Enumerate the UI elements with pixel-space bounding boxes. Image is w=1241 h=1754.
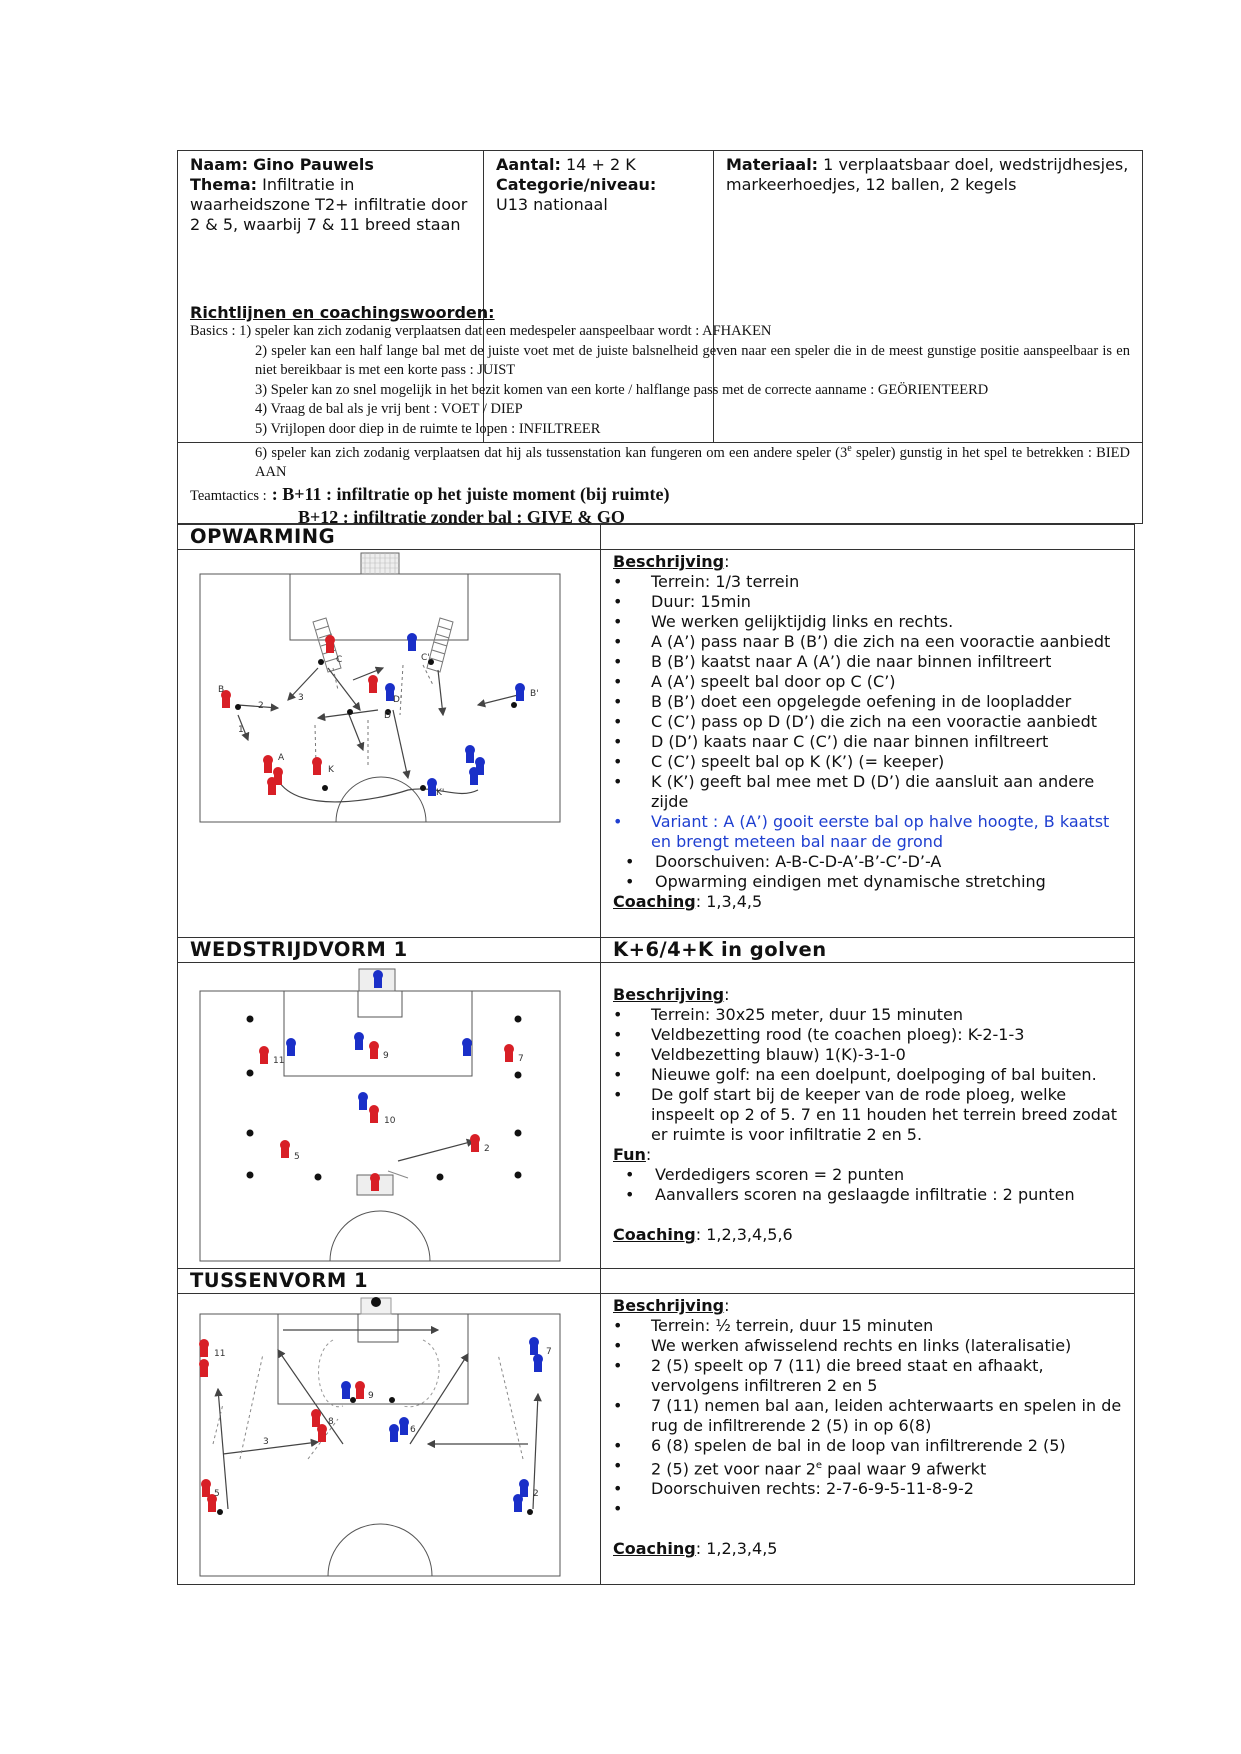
tussenvorm-diagram-cell (178, 1294, 601, 1585)
wedstrijdvorm-description: Beschrijving: • Terrein: 30x25 meter, duur 15 minuten • Veldbezetting rood (te coachen ploeg): K-2-1-3 • Veldbezetting blauw) 1(K)-3-1-0 • Nieuwe golf: na een doelpunt, doelpoging of bal buiten. • De golf start bij de keeper van de rode ploeg, welke inspeelt op 2 of 5. 7 en 11 houden het terrein breed zodat er ruimte is voor infiltratie 2 en 5. Fun: • Verdedigers scoren = 2 punten • Aanvallers scoren na geslaagde infiltratie : 2 punten Coaching: 1,2,3,4,5,6 (601, 963, 1135, 1269)
label-n3: 3 (298, 693, 304, 703)
label-6: 6 (410, 1425, 416, 1435)
list-item: • Duur: 15min (613, 592, 1122, 612)
list-item: • K (K’) geeft bal mee met D (D’) die aansluit aan andere zijde (613, 772, 1122, 812)
field-outline (200, 991, 560, 1261)
red-players (221, 635, 378, 795)
label-2: 2 (533, 1489, 539, 1499)
label-8: 8 (328, 1417, 334, 1427)
coaching-value: : 1,2,3,4,5 (695, 1539, 778, 1559)
naam-value: Gino Pauwels (253, 155, 374, 174)
tussenvorm-description: Beschrijving: • Terrein: ½ terrein, duur 15 minuten • We werken afwisselend rechts en links (lateralisatie) • 2 (5) speelt op 7 (11) die breed staat en afhaakt, vervolgens infiltreren 2 en 5 • 7 (11) nemen bal aan, leiden achterwaarts en spelen in de rug de infiltrerende 2 (5) in op 6(8) • 6 (8) spelen de bal in de loop van infiltrerende 2 (5) • 2 (5) zet voor naar 2e paal waar 9 afwerkt • Doorschuiven rechts: 2-7-6-9-5-11-8-9-2 • Coaching: 1,2,3,4,5 (601, 1294, 1135, 1585)
materiaal-label: Materiaal: (726, 155, 819, 174)
basics-line-4: 4) Vraag de bal als je vrij bent : VOET / DIEP (255, 401, 523, 417)
coaching-value: : 1,2,3,4,5,6 (695, 1225, 793, 1244)
main-table (177, 524, 1135, 1585)
list-item: • Terrein: 30x25 meter, duur 15 minuten (613, 1005, 1122, 1025)
wedstrijdvorm-diagram-cell (178, 963, 601, 1269)
list-item-empty (613, 1499, 1122, 1519)
label-dp: D' (393, 695, 403, 705)
blue-players (341, 1337, 543, 1512)
run-right (403, 1340, 439, 1407)
tussenvorm-title-right (601, 1269, 1135, 1294)
red-players (199, 1339, 365, 1512)
label-a: A (278, 753, 285, 763)
basics-6a: 6) speler kan zich zodanig verplaatsen dat hij als tussenstation kan fungeren om een andere speler (3 (255, 444, 848, 461)
list-item: • We werken afwisselend rechts en links (lateralisatie) (613, 1336, 1122, 1356)
list-item: • Nieuwe golf: na een doelpunt, doelpoging of bal buiten. (613, 1065, 1122, 1085)
label-bp: B' (530, 689, 539, 699)
list-item: • C (C’) pass op D (D’) die zich na een vooractie aanbiedt (613, 712, 1122, 732)
penalty-box (284, 991, 472, 1076)
list-item: • A (A’) speelt bal door op C (C’) (613, 672, 1122, 692)
eindigen-item: • Opwarming eindigen met dynamische stretching (613, 872, 1122, 892)
teamtactics-1: : B+11 : infiltratie op het juiste moment (bij ruimte) (271, 483, 670, 504)
coaching-label: Coaching (613, 892, 696, 911)
categorie-value: U13 nationaal (496, 195, 608, 214)
coaching-value: : 1,3,4,5 (695, 892, 763, 911)
basics-line-6 (190, 439, 1130, 483)
basics-line-2: 2) speler kan een half lange bal met de juiste voet met de juiste balsnelheid geven naar een speler die in de meest gunstige positie aanspeelbaar is en niet bereikbaar is met een korte pass : JUIST (255, 342, 1130, 378)
opwarming-diagram (178, 550, 576, 937)
list-item: • Verdedigers scoren = 2 punten (613, 1165, 1122, 1185)
field-outline (200, 1314, 560, 1576)
list-item: • Veldbezetting blauw) 1(K)-3-1-0 (613, 1045, 1122, 1065)
list-item: • 7 (11) nemen bal aan, leiden achterwaarts en spelen in de rug de infiltrerende 2 (5) in op 6(8) (613, 1396, 1122, 1436)
list-item: • De golf start bij de keeper van de rode ploeg, welke inspeelt op 2 of 5. 7 en 11 houden het terrein breed zodat er ruimte is voor infiltratie 2 en 5. (613, 1085, 1122, 1145)
wedstrijdvorm-subtitle: K+6/4+K in golven (601, 938, 1135, 963)
center-arc (330, 1211, 430, 1261)
item6-sup: e (815, 1460, 823, 1471)
list-item: • We werken gelijktijdig links en rechts. (613, 612, 1122, 632)
opwarming-diagram-cell (178, 550, 601, 938)
run-left (319, 1340, 343, 1407)
coaching-label: Coaching (613, 1225, 696, 1244)
aantal-label: Aantal: (496, 155, 561, 174)
thema-value: Infiltratie in waarheidszone T2+ infiltratie door 2 & 5, waarbij 7 & 11 breed staan (190, 175, 468, 234)
label-kp: K' (436, 788, 445, 798)
richtlijnen-heading: Richtlijnen en coachingswoorden: (190, 303, 495, 322)
label-7: 7 (518, 1054, 524, 1064)
list-item: • B (B’) kaatst naar A (A’) die naar binnen infiltreert (613, 652, 1122, 672)
label-d: D (384, 711, 391, 721)
label-9: 9 (368, 1391, 374, 1401)
thema-label: Thema: (190, 175, 258, 194)
tussenvorm-beschrijving-label: Beschrijving (613, 1296, 725, 1315)
goal-area (358, 1314, 398, 1342)
label-cp: C' (421, 653, 430, 663)
label-b: B (218, 685, 225, 695)
opwarming-title: OPWARMING (178, 525, 601, 550)
label-n2: 2 (258, 701, 264, 711)
opwarming-title-right (601, 525, 1135, 550)
label-3: 3 (263, 1437, 269, 1447)
list-item: • A (A’) pass naar B (B’) die zich na een vooractie aanbiedt (613, 632, 1122, 652)
item6a: 2 (5) zet voor naar 2 (651, 1459, 816, 1479)
list-item: • D (D’) kaats naar C (C’) die naar binnen infiltreert (613, 732, 1122, 752)
list-item: • 2 (5) speelt op 7 (11) die breed staat en afhaakt, vervolgens infiltreren 2 en 5 (613, 1356, 1122, 1396)
list-item: • C (C’) speelt bal op K (K’) (= keeper) (613, 752, 1122, 772)
label-10: 10 (384, 1116, 396, 1126)
wedstrijdvorm-coaching (613, 1225, 1122, 1245)
basics-line-5: 5) Vrijlopen door diep in de ruimte te lopen : INFILTREER (255, 420, 601, 437)
wedstrijdvorm-beschrijving-label: Beschrijving (613, 985, 725, 1004)
teamtactics-label: Teamtactics : (190, 487, 267, 504)
label-5: 5 (214, 1489, 220, 1499)
richtlijnen-section (177, 302, 1143, 528)
pass-arrows (218, 1330, 538, 1509)
doorschuiven-item: • Doorschuiven: A-B-C-D-A’-B’-C’-D’-A (613, 852, 1122, 872)
teamtactics-2: B+12 : infiltratie zonder bal : GIVE & GO (298, 507, 625, 528)
label-5: 5 (294, 1152, 300, 1162)
label-11: 11 (214, 1349, 226, 1359)
tussenvorm-diagram (178, 1294, 576, 1584)
list-item: • Doorschuiven rechts: 2-7-6-9-5-11-8-9-2 (613, 1479, 1122, 1499)
variant-item: • Variant : A (A’) gooit eerste bal op halve hoogte, B kaatst en brengt meteen bal naar de grond (613, 812, 1122, 852)
opwarming-list (613, 572, 1122, 892)
list-item (613, 1456, 1122, 1479)
label-c: C (336, 655, 343, 665)
opwarming-coaching (613, 892, 1122, 912)
coaching-label: Coaching (613, 1539, 696, 1559)
list-item: • Terrein: ½ terrein, duur 15 minuten (613, 1316, 1122, 1336)
label-9: 9 (383, 1051, 389, 1061)
tussenvorm-list (613, 1316, 1122, 1519)
categorie-label: Categorie/niveau: (496, 175, 657, 194)
label-11: 11 (273, 1056, 285, 1066)
opwarming-description: Beschrijving: • Terrein: 1/3 terrein • Duur: 15min • We werken gelijktijdig links en rechts. • A (A’) pass naar B (B’) die zich na een vooractie aanbiedt • B (B’) kaatst naar A (A’) die naar binnen infiltreert • A (A’) speelt bal door op C (C’) • B (B’) doet een opgelegde oefening in de loopladder • C (C’) pass op D (D’) die zich na een vooractie aanbiedt • D (D’) kaats naar C (C’) die naar binnen infiltreert • C (C’) speelt bal op K (K’) (= keeper) • K (K’) geeft bal mee met D (D’) die aansluit aan andere zijde • Variant : A (A’) gooit eerste bal op halve hoogte, B kaatst en brengt meteen bal naar de grond • Doorschuiven: A-B-C-D-A’-B’-C’-D’-A • Opwarming eindigen met dynamische stretching Coaching: 1,3,4,5 (601, 550, 1135, 938)
basics-line-3: 3) Speler kan zo snel mogelijk in het bezit komen van een korte / halflange pass met de correcte aanname : GEÖRIENTEERD (255, 381, 989, 398)
basics-6-sup: e (847, 443, 852, 454)
naam-label: Naam: (190, 155, 249, 174)
center-arc (328, 1524, 432, 1576)
list-item: • B (B’) doet een opgelegde oefening in de loopladder (613, 692, 1122, 712)
aantal-value: 14 + 2 K (566, 155, 636, 174)
label-k: K (328, 765, 334, 775)
list-item: • Aanvallers scoren na geslaagde infiltratie : 2 punten (613, 1185, 1122, 1205)
tussenvorm-coaching (613, 1539, 1122, 1559)
pass-arrow (398, 1141, 474, 1161)
opwarming-beschrijving-label: Beschrijving (613, 552, 725, 571)
center-arc (336, 777, 426, 822)
dribble-path (278, 780, 478, 802)
basics-6b: speler) gunstig in het spel te betrekken : BIED AAN (255, 444, 1130, 481)
wedstrijdvorm-diagram (178, 963, 576, 1268)
fun-list (613, 1165, 1122, 1205)
tussenvorm-title: TUSSENVORM 1 (178, 1269, 601, 1294)
label-7: 7 (546, 1347, 552, 1357)
wedstrijdvorm-title: WEDSTRIJDVORM 1 (178, 938, 601, 963)
wedstrijdvorm-list (613, 1005, 1122, 1145)
basics-line-1: Basics : 1) speler kan zich zodanig verplaatsen dat een medespeler aanspeelbaar wordt : AFHAKEN (190, 323, 772, 339)
fun-label: Fun (613, 1145, 646, 1164)
materiaal-value: 1 verplaatsbaar doel, wedstrijdhesjes, markeerhoedjes, 12 ballen, 2 kegels (726, 155, 1129, 194)
label-2: 2 (484, 1144, 490, 1154)
goal-area (358, 991, 402, 1017)
label-n1: 1 (238, 725, 244, 735)
list-item: • 6 (8) spelen de bal in de loop van infiltrerende 2 (5) (613, 1436, 1122, 1456)
list-item: • Veldbezetting rood (te coachen ploeg): K-2-1-3 (613, 1025, 1122, 1045)
teamtactics-line-1 (190, 483, 1130, 507)
list-item: • Terrein: 1/3 terrein (613, 572, 1122, 592)
run-paths (213, 1354, 523, 1459)
item6b: paal waar 9 afwerkt (822, 1459, 987, 1479)
